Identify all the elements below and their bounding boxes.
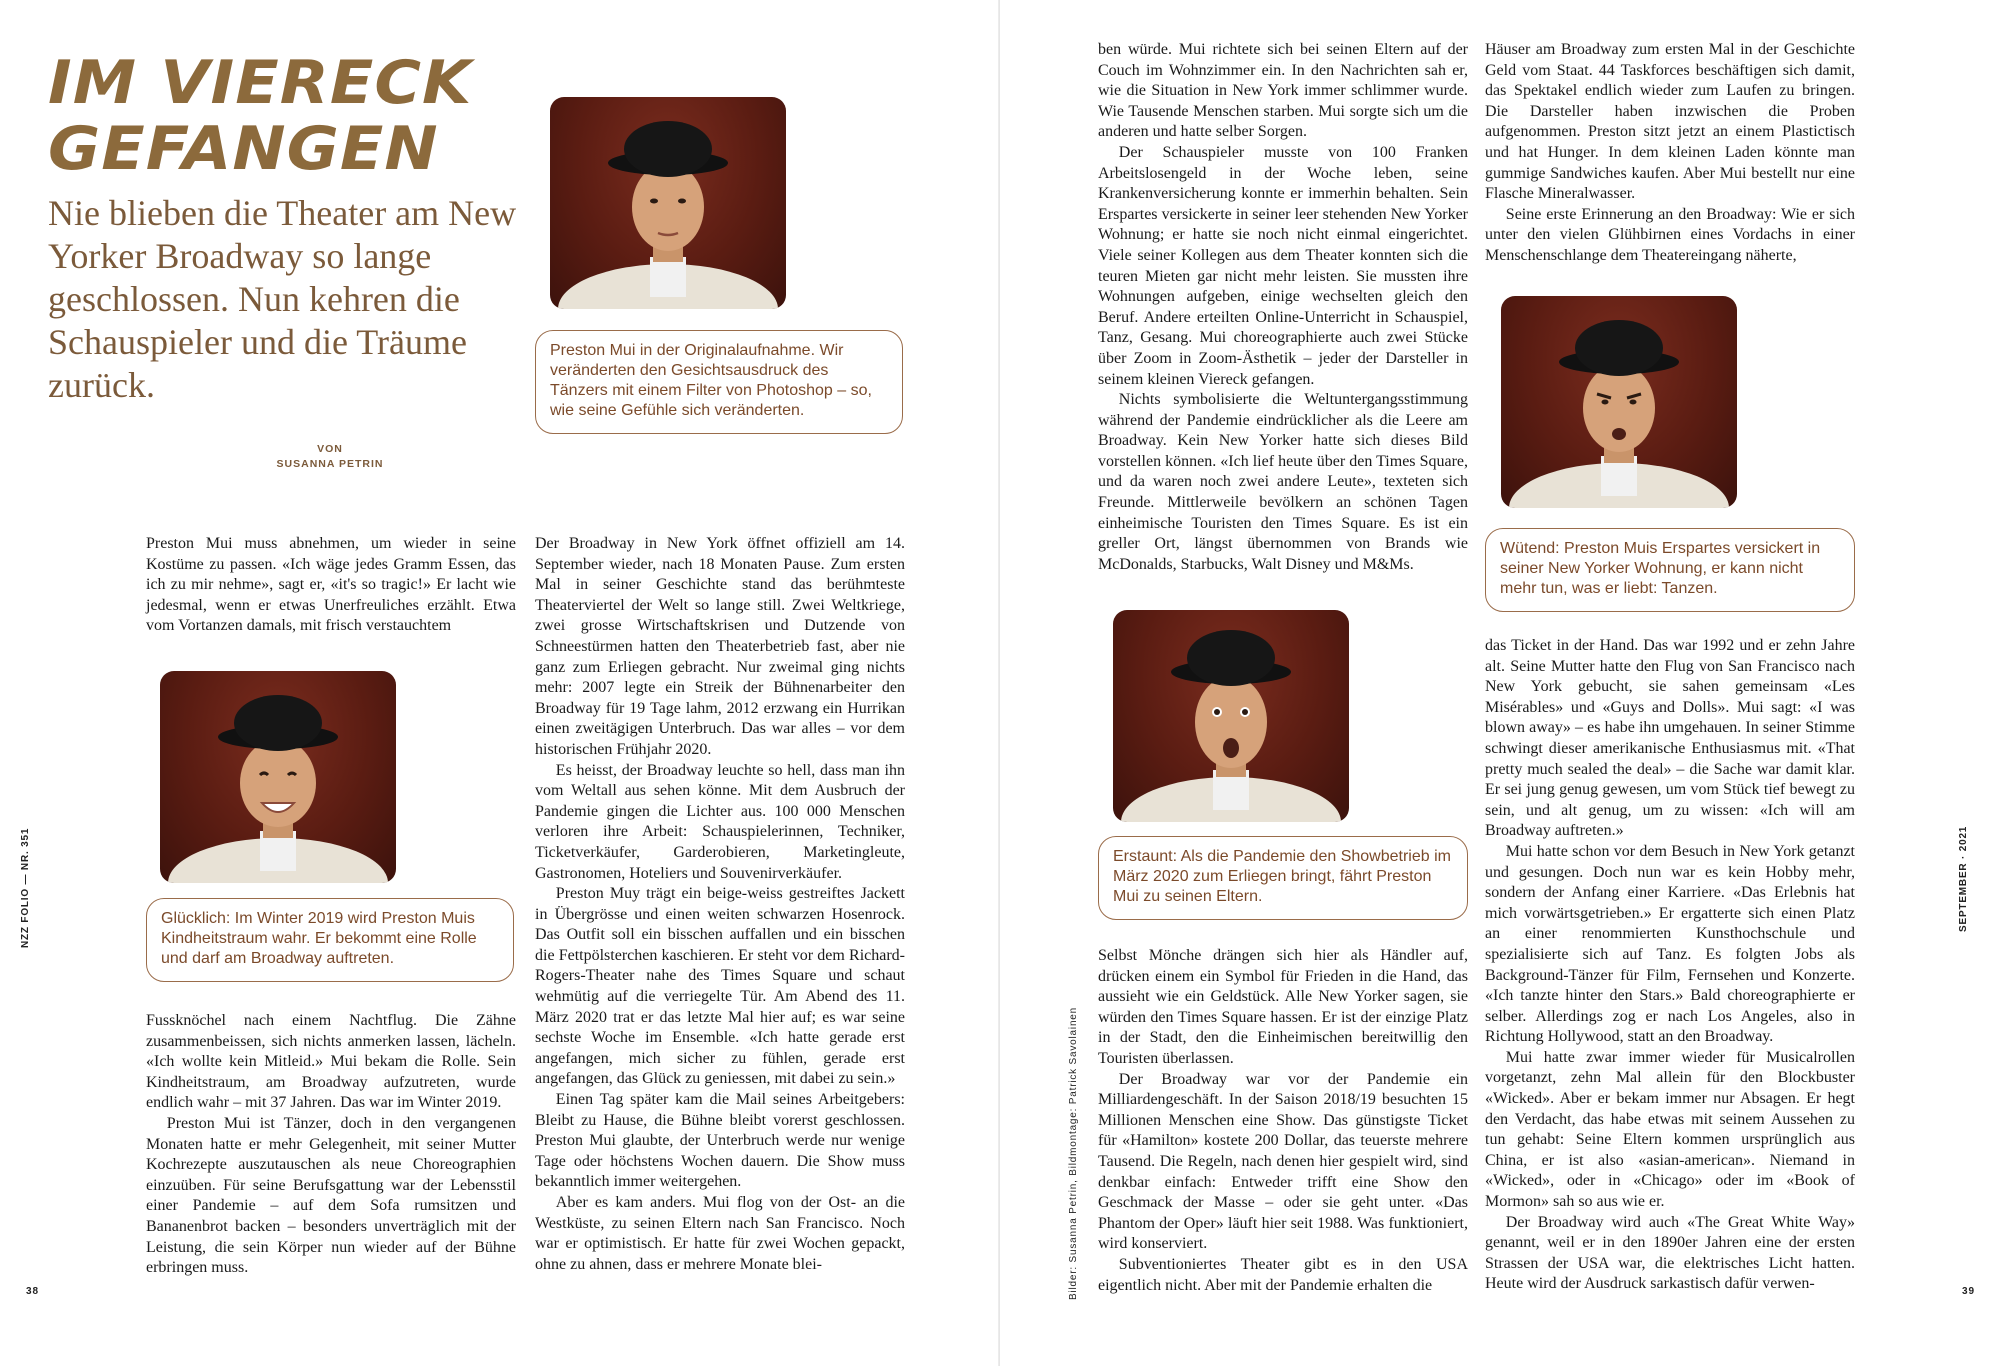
portrait-surprised-illustration [1113, 610, 1349, 822]
paragraph: Fussknöchel nach einem Nachtflug. Die Zähne zusammenbeissen, sich nichts anmerken lassen, lächeln. «Ich wollte kein Mitleid.» Mui bekam die Rolle. Sein Kindheitstraum, am Broadway aufzutreten, wurde endlich wahr – mit 37 Jahren. Das war im Winter 2019. [146, 1012, 516, 1112]
page-number-right: 39 [1962, 1286, 1976, 1297]
caption-original [535, 330, 903, 434]
portrait-happy-photo [160, 671, 396, 883]
paragraph: Preston Mui muss abnehmen, um wieder in seine Kostüme zu passen. «Ich wäge jedes Gramm Essen, das ich zu mir nehme», sagt er, «it's so tragic!» Er lacht wie jedesmal, wenn er etwas Unerfreuliches erzählt. Etwa vom Vortanzen damals, mit frisch verstauchtem [146, 535, 516, 635]
lead-paragraph: Nie blieben die Theater am New Yorker Broadway so lange geschlossen. Nun kehren die Schauspieler und die Träume zurück. [48, 193, 517, 405]
paragraph: Einen Tag später kam die Mail seines Arbeitgebers: Bleibt zu Hause, die Bühne bleibt vorerst geschlossen. Preston Mui glaubte, der Unterbruch werde nur wenige Tage oder höchstens Wochen dauern. Die Show muss bekanntlich immer weitergehen. [535, 1091, 905, 1191]
column-2 [535, 534, 905, 1275]
column-1-bottom [146, 1011, 516, 1279]
portrait-original-photo [550, 97, 786, 309]
caption-angry-text: Wütend: Preston Muis Erspartes versickert in seiner New Yorker Wohnung, er kann nicht mehr tun, was er liebt: Tanzen. [1500, 540, 1821, 597]
caption-happy-text: Glücklich: Im Winter 2019 wird Preston Muis Kindheitstraum wahr. Er bekommt eine Rolle und darf am Broadway auftreten. [161, 910, 477, 967]
paragraph: Preston Mui ist Tänzer, doch in den vergangenen Monaten hatte er mehr Gelegenheit, mit seiner Mutter Kochrezepte auszutauschen als neue Choreographien einzuüben. Für seine Berufsgattung war der Lebensstil einer Pandemie – auf dem Sofa rumsitzen und Bananenbrot backen – besonders unverträglich mit der Leistung, die sein Körper nun wieder auf der Bühne erbringen muss. [146, 1114, 516, 1277]
paragraph: Mui hatte schon vor dem Besuch in New York getanzt und gesungen. Doch nun war es kein Hobby mehr, sondern der Anfang einer Karriere. «Das Erlebnis hat mich vorwärtsgetrieben.» Er ergatterte sich einen Platz an einer renommierten Kunsthochschule und spezialisierte sich auf Tanz. Es folgten Jobs als Background-Tänzer für Film, Fernsehen und Konzerte. «Ich tanzte hinter den Stars.» Bald choreographierte er selber. Allerdings zog er nach Los Angeles, also in Richtung Hollywood, statt an den Broadway. [1485, 842, 1855, 1046]
paragraph: ben würde. Mui richtete sich bei seinen Eltern auf der Couch im Wohnzimmer ein. In den Nachrichten sah er, wie die Situation in New York immer schlimmer wurde. Wie Tausende Menschen starben. Mui sorgte sich um die anderen und hatte selber Sorgen. [1098, 41, 1468, 141]
caption-surprised-text: Erstaunt: Als die Pandemie den Showbetrieb im März 2020 zum Erliegen bringt, fährt Preston Mui zu seinen Eltern. [1113, 848, 1451, 905]
paragraph: Der Broadway wird auch «The Great White Way» genannt, weil er in den 1890er Jahren eine der ersten Strassen der USA war, die elektrisches Licht hatten. Heute wird der Ausdruck sarkastisch dafür verwen- [1485, 1213, 1855, 1293]
caption-surprised [1098, 836, 1468, 920]
magazine-issue-label: NZZ FOLIO — NR. 351 [20, 827, 31, 948]
paragraph: Der Broadway in New York öffnet offiziell am 14. September wieder, nach 18 Monaten Pause. Zum ersten Mal in seiner Geschichte stand das berühmteste Theaterviertel der Welt so lange still. Zwei Weltkriege, zwei grosse Wirtschaftskrisen und Dutzende von Schneestürmen hatten den Theaterbetrieb fast, aber nie ganz zum Erliegen gebracht. Nur zweimal ging nichts mehr: 2007 legte ein Streik der Bühnenarbeiter den Broadway für 19 Tage lahm, 2012 erzwang ein Hurrikan einen zweitägigen Unterbruch. Das war alles – vor dem historischen Frühjahr 2020. [535, 535, 905, 758]
paragraph: Der Schauspieler musste von 100 Franken Arbeitslosengeld in der Woche leben, seine Krankenversicherung konnte er immerhin behalten. Sein Erspartes versickerte in seiner leer stehenden New Yorker Wohnung; er hatte sie noch nicht einmal eingerichtet. Viele seiner Kollegen aus dem Theater konnten sich die teuren Mieten gar nicht mehr leisten. Sie mussten ihre Wohnungen aufgeben, einige wechselten gleich den Beruf. Andere erteilten Online-Unterricht in Schauspiel, Tanz, Gesang. Mui choreographierte auch zwei Stücke über Zoom in Zoom-Ästhetik – jeder der Darsteller in seinem kleinen Viereck gefangen. [1098, 143, 1468, 388]
article-title [48, 50, 472, 182]
byline-prefix: VON [317, 443, 343, 455]
title-line-1: IM VIERECK [48, 48, 473, 118]
caption-angry [1485, 528, 1855, 612]
paragraph: Subventioniertes Theater gibt es in den USA eigentlich nicht. Aber mit der Pandemie erhalten die [1098, 1255, 1468, 1294]
paragraph: Aber es kam anders. Mui flog von der Ost- an die Westküste, zu seinen Eltern nach San Francisco. Noch war er optimistisch. Er hatte für zwei Wochen gepackt, ohne zu ahnen, dass er mehrere Monate blei- [535, 1194, 905, 1273]
page-number-left: 38 [26, 1286, 40, 1297]
portrait-happy-illustration [160, 671, 396, 883]
column-4-bottom [1485, 636, 1855, 1295]
paragraph: Häuser am Broadway zum ersten Mal in der Geschichte Geld vom Staat. 44 Taskforces beschäftigen sich damit, das Spektakel endlich wieder zum Laufen zu bringen. Die Darsteller haben inzwischen die Proben aufgenommen. Preston sitzt jetzt an einem Plastictisch und hat Hunger. In dem kleinen Laden könnte man gummige Sandwiches kaufen. Aber Mui bestellt nur eine Flasche Mineralwasser. [1485, 41, 1855, 203]
paragraph: Mui hatte zwar immer wieder für Musicalrollen vorgetanzt, zehn Mal allein für den Blockbuster «Wicked». Aber er bekam immer nur Absagen. Er hegt den Verdacht, das habe etwas mit seinem Aussehen zu tun gehabt: Seine Eltern kommen ursprünglich aus China, er ist also «asian-american». Niemand in «Wicked», oder in «Chicago» oder im «Book of Mormon» sah so aus wie er. [1485, 1048, 1855, 1211]
portrait-surprised-photo [1113, 610, 1349, 822]
byline-name: SUSANNA PETRIN [276, 458, 384, 470]
paragraph: Es heisst, der Broadway leuchte so hell, dass man ihn vom Weltall aus sehen könne. Mit dem Ausbruch der Pandemie gingen die Lichter aus. 100 000 Menschen verloren ihre Arbeit: Schauspielerinnen, Techniker, Ticketverkäufer, Garderobieren, Marketingleute, Gastronomen, Hoteliers und Souvenirverkäufer. [535, 761, 905, 882]
portrait-angry-illustration [1501, 296, 1737, 508]
portrait-angry-photo [1501, 296, 1737, 508]
issue-date-label: SEPTEMBER · 2021 [1958, 825, 1969, 932]
paragraph: Nichts symbolisierte die Weltuntergangsstimmung während der Pandemie eindrücklicher als die Leere am Broadway. Kein New Yorker hatte sich dieses Bild vorstellen können. «Ich lief heute über den Times Square, und da waren noch zwei andere Leute», texteten sich Freunde. Mittlerweile bevölkern an schönen Tagen einheimische Touristen den Times Square. Es ist ein greller Ort, längst übernommen von Brands wie McDonalds, Starbucks, Walt Disney und M&Ms. [1098, 391, 1468, 573]
photo-credit: Bilder: Susanna Petrin, Bildmontage: Patrick Savolainen [1068, 1006, 1079, 1300]
portrait-original-illustration [550, 97, 786, 309]
column-3-top [1098, 40, 1468, 575]
column-3-bottom [1098, 946, 1468, 1296]
paragraph: Selbst Mönche drängen sich hier als Händler auf, drücken einem ein Symbol für Frieden in die Hand, das aussieht wie ein Geldstück. Alle New Yorker sagen, sie würden den Times Square hassen. Er ist der einzige Platz in der Stadt, den die Einheimischen bereitwillig den Touristen überlassen. [1098, 947, 1468, 1067]
paragraph: Seine erste Erinnerung an den Broadway: Wie er sich unter den vielen Glühbirnen eines Vordachs in einer Menschenschlange dem Theatereingang näherte, [1485, 205, 1855, 264]
column-1-top [146, 534, 516, 637]
paragraph: Der Broadway war vor der Pandemie ein Milliardengeschäft. In der Saison 2018/19 besuchten 15 Millionen Menschen eine Show. Das günstigste Ticket für «Hamilton» kostete 200 Dollar, das teuerste mehrere Tausend. Die Regeln, nach denen hier gespielt wird, sind denkbar einfach: Entweder trifft eine Show den Geschmack der Masse – oder sie geht unter. «Das Phantom der Oper» läuft hier seit 1988. Was funktioniert, wird konserviert. [1098, 1070, 1468, 1253]
column-4-top [1485, 40, 1855, 267]
paragraph: Preston Muy trägt ein beige-weiss gestreiftes Jackett in Übergrösse und einen weiten schwarzen Hosenrock. Das Outfit soll ein bisschen auffallen und ein bisschen die Fettpölsterchen kaschieren. Er steht vor dem Richard-Rogers-Theater nahe des Times Square und schaut wehmütig auf die verriegelte Tür. Am Abend des 11. März 2020 trat er das letzte Mal hier auf; es war seine sechste Woche im Ensemble. «Ich hatte gerade erst angefangen, mich sicher zu fühlen, gerade erst angefangen, das Glück zu geniessen, mit dabei zu sein.» [535, 885, 905, 1088]
caption-happy [146, 898, 514, 982]
byline [230, 442, 430, 472]
title-line-2: GEFANGEN [48, 114, 439, 184]
right-page [1000, 0, 2000, 1366]
caption-original-text: Preston Mui in der Originalaufnahme. Wir veränderten den Gesichtsausdruck des Tänzers mit einem Filter von Photoshop – so, wie seine Gefühle sich veränderten. [550, 342, 872, 419]
paragraph: das Ticket in der Hand. Das war 1992 und er zehn Jahre alt. Seine Mutter hatte den Flug von San Francisco nach New York gebucht, sie sahen gemeinsam «Les Misérables» und «Guys and Dolls». Mui sagt: «I was blown away» – es habe ihn umgehauen. In seiner Stimme schwingt dieser amerikanische Enthusiasmus mit. «That pretty much sealed the deal» – die Sache war damit klar. Er sei jung genug gewesen, um vom Stück tief bewegt zu sein, und alt genug, um zu wissen: «Ich will am Broadway auftreten.» [1485, 637, 1855, 840]
